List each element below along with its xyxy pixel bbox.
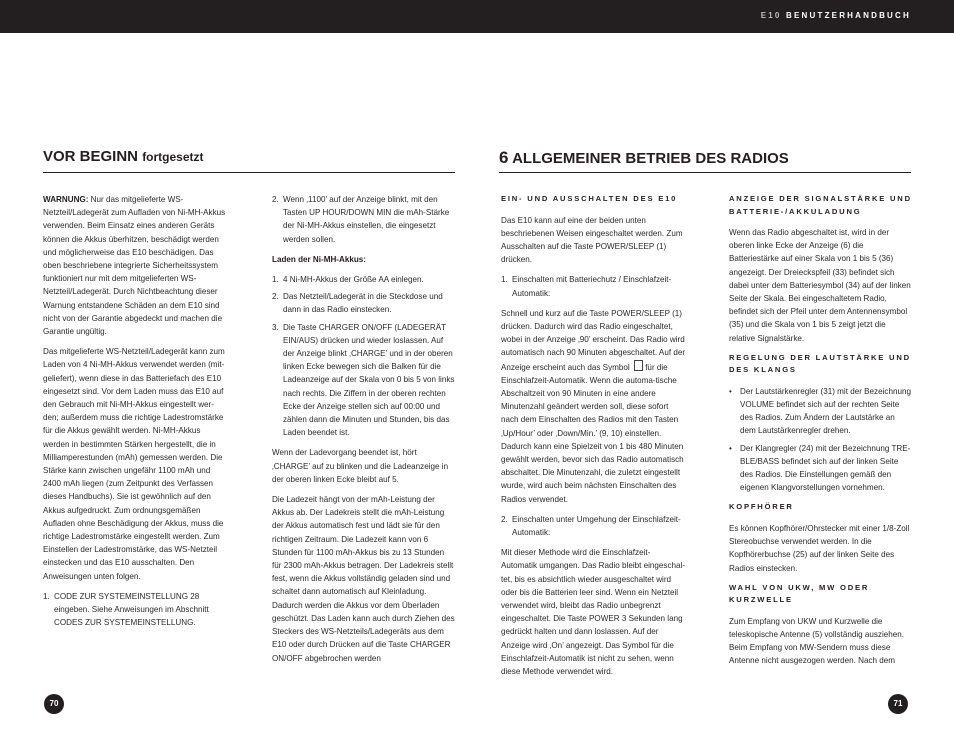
warning-text: Nur das mitgelieferte WS-Netzteil/Ladegerät zum Aufladen von Ni-MH-Akkus verwenden. Beim Einsatz eines anderen Geräts können die Akkus überhitzen, beschädigt werden und möglicherweise das E10 beschädigen. Das oben beschriebene integrierte Sicherheitssystem funktioniert nur mit dem mitgelieferten WS-Netzteil/Ladegerät. Durch Nichtbeachtung dieser Warnung entstandene Schäden an dem E10 sind nicht von der Garantie abgedeckt und machen die Garantie ungültig. xyxy=(43,195,226,337)
laden-title: Laden der Ni-MH-Akkus: xyxy=(272,254,366,264)
item-text: Einschalten unter Umgehung der Einschlafzeit-Automatik: xyxy=(512,514,681,537)
right-heading-rule xyxy=(499,172,911,173)
section-title-headphones: KOPFHÖRER xyxy=(729,502,794,512)
setup-steps xyxy=(43,590,228,630)
step-number: 1. xyxy=(272,275,279,285)
section-title-volume: REGELUNG DER LAUTSTÄRKE UND DES KLANGS xyxy=(729,352,911,375)
charge-done-paragraph: Wenn der Ladevorgang beendet ist, hört ‚CHARGE’ auf zu blinken und die Ladeanzeige in der oberen linken Ecke bleibt auf 5. xyxy=(272,448,449,484)
left-page-heading xyxy=(43,148,204,165)
step-text: 4 Ni-MH-Akkus der Größe AA einlegen. xyxy=(283,275,424,285)
laden-step xyxy=(272,321,455,440)
item-text: Einschalten mit Batteriechutz / Einschlafzeit-Automatik: xyxy=(512,275,672,298)
left-heading-sub: fortgesetzt xyxy=(142,150,204,164)
section-title-signal: ANZEIGE DER SIGNALSTÄRKE UND BATTERIE-/AKKULADUNG xyxy=(729,194,912,216)
warning-paragraph xyxy=(43,193,228,338)
section-title-band: WAHL VON UKW, MW ODER KURZWELLE xyxy=(729,582,870,605)
setup-step xyxy=(272,193,455,246)
charge-time-paragraph: Die Ladezeit hängt von der mAh-Leistung der Akkus ab. Der Ladekreis stellt die mAh-Leistung der Akkus automatisch fest und lädt sie für den richtigen Zeitraum. Die Ladezeit kann von 6 Stunden für 1100 mAh-Akkus bis zu 13 Stunden für 2300 mAh-Akkus betragen. Der Ladekreis stellt fest, wenn die Akkus vollständig geladen sind und schaltet dann automatisch auf Kleinladung. Dadurch werden die Akkus vor dem Überladen geschützt. Das Laden kann auch durch Ziehen des Steckers des WS-Netzteils/Ladegeräts aus dem E10 oder durch Drücken auf die Taste CHARGER ON/OFF abgebrochen werden xyxy=(272,495,455,663)
headphones-text: Es können Kopfhörer/Ohrstecker mit einer 1/8-Zoll Stereobuchse verwendet werden. In die Kopfhörerbuchse (25) auf der linken Seite des Radios einstecken. xyxy=(729,523,910,573)
chapter-number: 6 xyxy=(499,148,509,167)
section-title-power: EIN- UND AUSSCHALTEN DES E10 xyxy=(501,194,678,203)
right-column-2 xyxy=(729,193,912,675)
setup-steps-cont xyxy=(272,193,455,246)
laden-step xyxy=(272,290,455,316)
laden-steps xyxy=(272,273,455,439)
step-number: 2. xyxy=(272,292,279,302)
power-paragraph-1b: für die Einschlafzeit-Automatik. Wenn die automa-tische Abschaltzeit von 90 Minuten in eine andere Minutenzahl geändert werden soll, diese sofort nach dem Einschalten des Radios mit den Tasten ‚Up/Hour’ oder ‚Down/Min.’ (9, 10) einstellen. Dadurch kann eine Spielzeit von 1 bis 480 Minuten gewählt werden, bevor sich das Radio automatisch abschaltet. Die Minutenzahl, die zuletzt eingestellt wurde, wird auch beim nächsten Einschalten des Radios verwendet. xyxy=(501,362,684,504)
power-paragraph-1a: Schnell und kurz auf die Taste POWER/SLEEP (1) drücken. Dadurch wird das Radio eingeschaltet, wobei in der Anzeige ‚90’ erscheint. Das Radio wird automatisch nach 90 Minuten abgeschaltet. Auf der Anzeige erscheint auch das Symbol xyxy=(501,308,686,372)
laden-step xyxy=(272,273,455,286)
step-text: Das Netzteil/Ladegerät in die Steckdose und dann in das Radio einstecken. xyxy=(283,292,443,315)
bullet-item: • Der Lautstärkenregler (31) mit der Bezeichnung VOLUME befindet sich auf der rechten Seite des Radios. Zum Ändern der Lautstärke an dem Lautstärkenregler drehen. xyxy=(729,385,912,438)
power-intro: Das E10 kann auf eine der beiden unten beschriebenen Weisen eingeschaltet werden. Zum Ausschalten auf die Taste POWER/SLEEP (1) drücken. xyxy=(501,215,683,265)
power-paragraph-1 xyxy=(501,307,686,506)
header-bar xyxy=(0,0,954,33)
page-number-left: 70 xyxy=(44,694,64,714)
charger-paragraph: Das mitgelieferte WS-Netzteil/Ladegerät kann zum Laden von 4 Ni-MH-Akkus verwendet werden (mit-geliefert), wenn diese in das Batteriefach des E10 eingesetzt sind. Vor dem Laden muss das E10 auf den Gebrauch mit Ni-MH-Akkus eingestellt wer-den; außerdem muss die richtige Ladestromstärke für die Akkus gewählt werden. Ni-MH-Akkus werden in bestimmten Stärken hergestellt, die in Milliamperestunden (mAh) gemessen werden. Die Stärke kann zwischen ungefähr 1100 mAh und 2400 mAh liegen (zum Zeitpunkt des Verfassen dieses Handbuchs). Sie ist gewöhnlich auf den Akkus aufgedruckt. Zum ordnungsgemäßen Aufladen ohne Beschädigung der Akkus, muss die richtige Ladestromstärke eingestellt werden. Zum Einstellen der Ladestromstärke, das WS-Netzteil einstecken und das E10 ausschalten. Den Anweisungen unten folgen. xyxy=(43,347,225,581)
model-name: E10 xyxy=(760,11,782,20)
step-number: 2. xyxy=(272,195,279,204)
power-item-1 xyxy=(501,273,686,299)
warning-label: WARNUNG: xyxy=(43,195,89,204)
left-column-1 xyxy=(43,193,228,637)
power-item-2 xyxy=(501,513,686,539)
left-column-2 xyxy=(272,193,455,672)
item-number: 2. xyxy=(501,514,508,524)
step-text: Wenn ‚1100’ auf der Anzeige blinkt, mit den Tasten UP HOUR/DOWN MIN die mAh-Stärke der Ni-MH-Akkus einstellen, die eingesetzt werden sollen. xyxy=(283,195,450,244)
manual-title xyxy=(761,11,911,20)
right-column-1 xyxy=(501,193,686,685)
right-page-heading xyxy=(499,148,789,168)
manual-title-text: BENUTZERHANDBUCH xyxy=(786,11,911,20)
step-number: 1. xyxy=(43,591,50,601)
step-text: CODE ZUR SYSTEMEINSTELLUNG 28 eingeben. Siehe Anweisungen im Abschnitt CODES ZUR SYSTEMEINSTELLUNG. xyxy=(54,591,209,628)
sleep-timer-icon xyxy=(634,360,643,371)
step-number: 3. xyxy=(272,322,279,332)
setup-step xyxy=(43,590,228,630)
item-number: 1. xyxy=(501,275,508,285)
power-paragraph-2: Mit dieser Methode wird die Einschlafzeit-Automatik umgangen. Das Radio bleibt eingeschal-tet, bis es absichtlich wieder ausgeschaltet wird oder bis die Batterien leer sind. Wenn ein Netzteil verwendet wird, bleibt das Radio unbegrenzt eingeschaltet. Die Taste POWER 3 Sekunden lang gedrückt halten und dann loslassen. Auf der Anzeige wird ‚On’ angezeigt. Das Symbol für die Einschlafzeit-Automatik ist nicht zu sehen, wenn diese Methode verwendet wird. xyxy=(501,548,686,676)
chapter-title: ALLGEMEINER BETRIEB DES RADIOS xyxy=(512,150,789,167)
power-method xyxy=(501,513,686,539)
left-heading-rule xyxy=(43,172,455,173)
band-text: Zum Empfang von UKW und Kurzwelle die teleskopische Antenne (5) vollständig ausziehen. Beim Empfang von MW-Sendern muss diese Antenne nicht ausgezogen werden. Nach dem xyxy=(729,616,905,666)
left-heading-main: VOR BEGINN xyxy=(43,148,139,165)
step-text: Die Taste CHARGER ON/OFF (LADEGERÄT EIN/AUS) drücken und wieder loslassen. Auf der Anzeige blinkt ‚CHARGE’ und in der oberen linken Ecke bewegen sich die Balken für die Ladeanzeige auf der Skala von 0 bis 5 von links nach rechts. Die Ziffern in der oberen rechten Ecke der Anzeige stellen sich auf 00:00 und zählen dann die Minuten und Stunden, bis das Laden beendet ist. xyxy=(283,322,455,438)
signal-text: Wenn das Radio abgeschaltet ist, wird in der oberen linke Ecke der Anzeige (6) die Batteriestärke auf einer Skala von 1 bis 5 (36) angezeigt. Der Dreieckspfeil (33) befindet sich dabei unter dem Batteriesymbol (34) auf der linken Seite der Skala. Bei eingeschaltetem Radio, befindet sich der Pfeil unter dem Antennensymbol (35) und die Skala von 1 bis 5 zeigt jetzt die relative Signalstärke. xyxy=(729,228,911,343)
power-method xyxy=(501,273,686,299)
volume-bullets xyxy=(729,385,912,495)
page-number-right: 71 xyxy=(888,694,908,714)
bullet-item: • Der Klangregler (24) mit der Bezeichnung TRE-BLE/BASS befindet sich auf der linken Seite des Radios. Die Einstellungen gemäß den eigenen Klangvorstellungen vornehmen. xyxy=(729,442,912,495)
